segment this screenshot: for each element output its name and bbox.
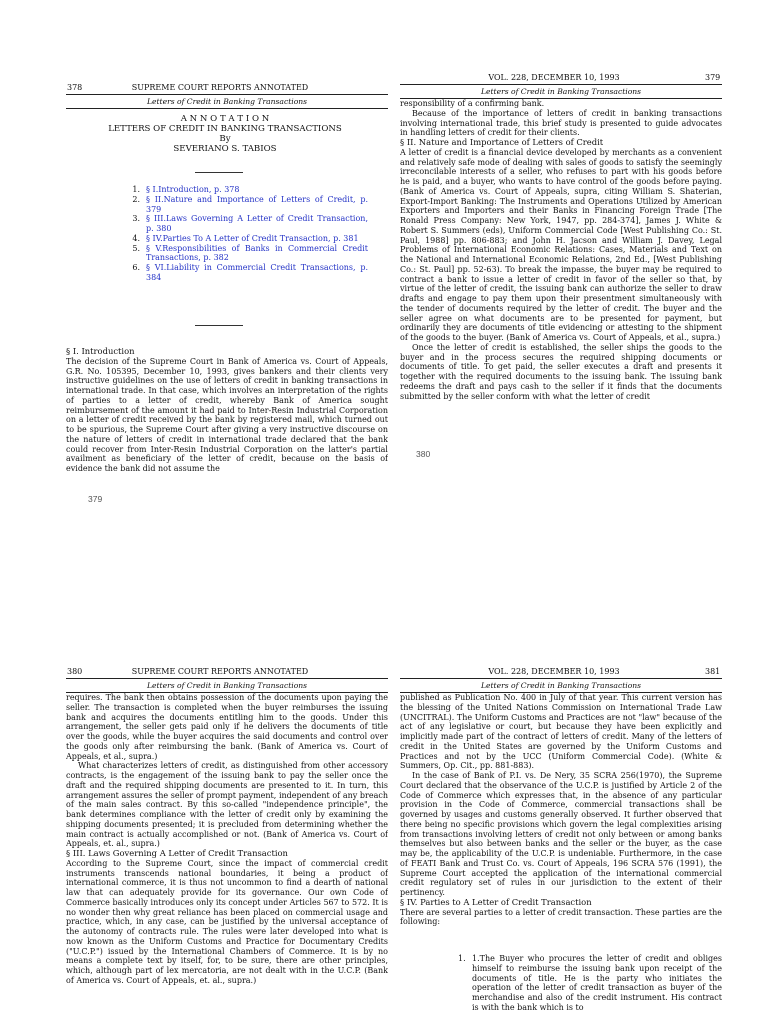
page-number: 379 [705,73,721,82]
toc-link[interactable]: § IV.Parties To A Letter of Credit Transaction, p. 381 [146,233,359,243]
page-subtitle: Letters of Credit in Banking Transactions [146,681,308,690]
section-heading: § I. Introduction [66,347,135,356]
paragraph: The decision of the Supreme Court in Bank of America vs. Court of Appeals, G.R. No. 105395, December 10, 1993, gives bankers and their clients very instructive guidelines on the use of letters of credit in banking transactions in international trade. In that case, which involves an interpretation of the rights of parties to a letter of credit, whereby Bank of America sought reimbursement of the amount it had paid to Inter-Resin Industrial Corporation on a letter of credit received by the bank by registered mail, which turned out to be spurious, the Supreme Court after giving a very instructive discourse on the nature of letters of credit in international trade declared that the bank could recover from Inter-Resin Industrial Corporation on the latter's partial availment as beneficiary of the letter of credit, because on the basis of evidence the bank did not assume the [66,356,388,473]
table-of-contents [118,185,368,283]
paragraph: published as Publication No. 400 in July of that year. This current version has the blessing of the United Nations Commission on International Trade Law (UNCITRAL). The Uniform Customs and Practices are not "law" because of the act of any legislative or court, but because they have been explicitly and implicitly made part of the contract of letters of credit. Many of the letters of credit in the United States are governed by the Uniform Customs and Practices and not by the UCC (Uniform Commercial Code). (White & Summers, Op. Cit., pp. 881-883). [400,693,722,771]
toc-link[interactable]: § V.Responsibilities of Banks in Commercial Credit Transactions, p. 382 [146,243,368,263]
paragraph: What characterizes letters of credit, as distinguished from other accessory contracts, is the engagement of the issuing bank to pay the seller once the draft and the required shipping documents are presented to it. In turn, this arrangement assures the seller of prompt payment, independent of any breach of the main sales contract. By this so-called "independence principle", the bank determines compliance with the letter of credit only by examining the shipping documents presented; it is precluded from determining whether the main contract is actually accomplished or not. (Bank of America vs. Court of Appeals, et. al., supra.) [66,761,388,849]
running-head: VOL. 228, DECEMBER 10, 1993 [488,73,620,82]
body-text [66,693,388,1024]
footer-page-number: 380 [416,449,431,459]
running-head: VOL. 228, DECEMBER 10, 1993 [488,667,620,676]
paragraph: Because of the importance of letters of credit in banking transactions involving international trade, this brief study is presented to guide advocates in handling letters of credit for their clients. [400,108,722,138]
body-text [400,693,722,943]
toc-item[interactable]: 4. § IV.Parties To A Letter of Credit Transaction, p. 381 [118,234,368,244]
paragraph: A letter of credit is a financial device developed by merchants as a convenient and relatively safe mode of dealing with sales of goods to satisfy the seemingly irreconcilable interests of a seller, who refuses to part with his goods before he is paid, and a buyer, who wants to have control of the goods before paying. (Bank of America vs. Court of Appeals, supra, citing William S. Shaterian, Export-Import Banking: The Instruments and Operations Utilized by American Exporters and Importers and their Banks in Financing Foreign Trade [The Ronald Press Company: New York, 1947, pp. 284-374], James J. White & Robert S. Summers (eds), Uniform Commercial Code [West Publishing Co.: St. Paul, 1988] pp. 806-883; and John H. Jacson and William J. Davey, Legal Problems of International Economic Relations: Cases, Materials and Text on the National and International Economic Relations, 2nd Ed., [West Publishing Co.: St. Paul] pp. 52-63). To break the impasse, the buyer may be required to contract a bank to issue a letter of credit in favor of the seller so that, by virtue of the letter of credit, the issuing bank can authorize the seller to draw drafts and engage to pay them upon their presentment simultaneously with the tender of documents required by the letter of credit. The buyer and the seller agree on what documents are to be presented for payment, but ordinarily they are documents of title evidencing or attesting to the shipment of the goods to the buyer. (Bank of America vs. Court of Appeals, et al., supra.) [400,147,722,342]
toc-item[interactable]: 3. § III.Laws Governing A Letter of Credit Transaction, p. 380 [132,214,368,233]
parties-list [458,954,722,1024]
toc-item[interactable]: 6. § VI.Liability in Commercial Credit Transactions, p. 384 [132,263,368,282]
paragraph: requires. The bank then obtains possession of the documents upon paying the seller. The transaction is completed when the buyer reimburses the issuing bank and acquires the documents entitling him to the goods. Under this arrangement, the seller gets paid only if he delivers the documents of title over the goods, while the buyer acquires the said documents and control over the goods only after reimbursing the bank. (Bank of America vs. Court of Appeals, et al., supra.) [66,693,388,761]
header-rule [400,84,722,85]
toc-item[interactable]: 1. § I.Introduction, p. 378 [118,185,368,195]
body-text [400,99,722,449]
header-rule [400,678,722,679]
page-381 [384,512,768,1024]
paragraph: Once the letter of credit is established, the seller ships the goods to the buyer and in the process secures the required shipping documents or documents of title. To get paid, the seller executes a draft and presents it together with the required documents to the issuing bank. The issuing bank redeems the draft and pays cash to the seller if it finds that the documents submitted by the seller conform with what the letter of credit [400,342,722,401]
annotation-heading [60,114,390,154]
toc-link[interactable]: § VI.Liability in Commercial Credit Transactions, p. 384 [146,263,368,282]
page-380 [0,512,388,1024]
toc-item[interactable]: 2. § II.Nature and Importance of Letters of Credit, p. 379 [132,194,368,214]
footer-page-number: 379 [88,494,103,504]
toc-link[interactable]: § II.Nature and Importance of Letters of Credit, p. 379 [146,194,368,214]
section-heading: § IV. Parties to A Letter of Credit Transaction [400,896,592,907]
toc-link[interactable]: § III.Laws Governing A Letter of Credit Transaction, p. 380 [146,214,368,233]
by-label: By [219,134,231,144]
paragraph: responsibility of a confirming bank. [400,99,545,108]
paragraph: According to the Supreme Court, since the impact of commercial credit instruments transcends national boundaries, it being a product of international commerce, it is thus not uncommon to find a dearth of national law that can adequately provide for its governance. Our own Code of Commerce basically introduces only its concept under Articles 567 to 572. It is no wonder then why great reliance has been placed on commercial usage and practice, which, in any case, can be justified by the universal acceptance of the autonomy of contracts rule. The rules were later developed into what is now known as the Uniform Customs and Practice for Documentary Credits ("U.C.P.") issued by the International Chambers of Commerce. It is by no means a complete text by itself, for, to be sure, there are other principles, which, although part of lex mercatoria, are not dealt with in the U.C.P. (Bank of America vs. Court of Appeals, et. al., supra.) [66,858,388,985]
page-379 [384,0,768,512]
paragraph: In the case of Bank of P.I. vs. De Nery, 35 SCRA 256(1970), the Supreme Court declared that the observance of the U.C.P. is justified by Article 2 of the Code of Commerce which expresses that, in the absence of any particular provision in the Code of Commerce, commercial transactions shall be governed by usages and customs generally observed. It further observed that there being no specific provisions which govern the legal complexities arising from transactions involving letters of credit not only between or among banks themselves but also between banks and the seller or the buyer, as the case may be, the applicability of the U.C.P. is undeniable. Furthermore, in the case of FEATI Bank and Trust Co. vs. Court of Appeals, 196 SCRA 576 (1991), the Supreme Court accepted the application of the international commercial credit regulatory set of rules in our jurisdiction to the extent of their pertinency. [400,771,722,897]
running-head: SUPREME COURT REPORTS ANNOTATED [131,667,309,676]
running-head: SUPREME COURT REPORTS ANNOTATED [131,83,309,92]
page-subtitle: Letters of Credit in Banking Transactions [480,87,642,96]
separator-rule [195,325,243,326]
toc-item[interactable]: 5. § V.Responsibilities of Banks in Commercial Credit Transactions, p. 382 [132,243,368,263]
page-number: 378 [67,83,83,92]
page-subtitle: Letters of Credit in Banking Transactions [480,681,642,690]
paragraph: There are several parties to a letter of credit transaction. These parties are the following: [400,907,722,927]
author-name: SEVERIANO S. TABIOS [173,144,277,154]
page-number: 380 [67,667,83,676]
page-number: 381 [705,667,721,676]
toc-link[interactable]: § I.Introduction, p. 378 [146,185,240,194]
annotation-title: LETTERS OF CREDIT IN BANKING TRANSACTIONS [108,124,342,134]
annotation-label: A N N O T A T I O N [180,114,270,124]
list-item: 1. 1.The Buyer who procures the letter of credit and obliges himself to reimburse the issuing bank upon receipt of the documents of title. He is the party who initiates the operation of the letter of credit transaction as buyer of the merchandise and also of the credit instrument. His contract is with the bank which is to [458,954,722,1012]
header-rule [66,678,388,679]
section-heading: § III. Laws Governing A Letter of Credit Transaction [66,848,288,858]
section-heading: § II. Nature and Importance of Letters of Credit [400,137,604,147]
page-378 [0,0,388,512]
page-subtitle: Letters of Credit in Banking Transactions [146,97,308,106]
subtitle-rule [66,108,388,109]
separator-rule [195,172,243,173]
body-text [66,347,388,495]
header-rule [66,94,388,95]
